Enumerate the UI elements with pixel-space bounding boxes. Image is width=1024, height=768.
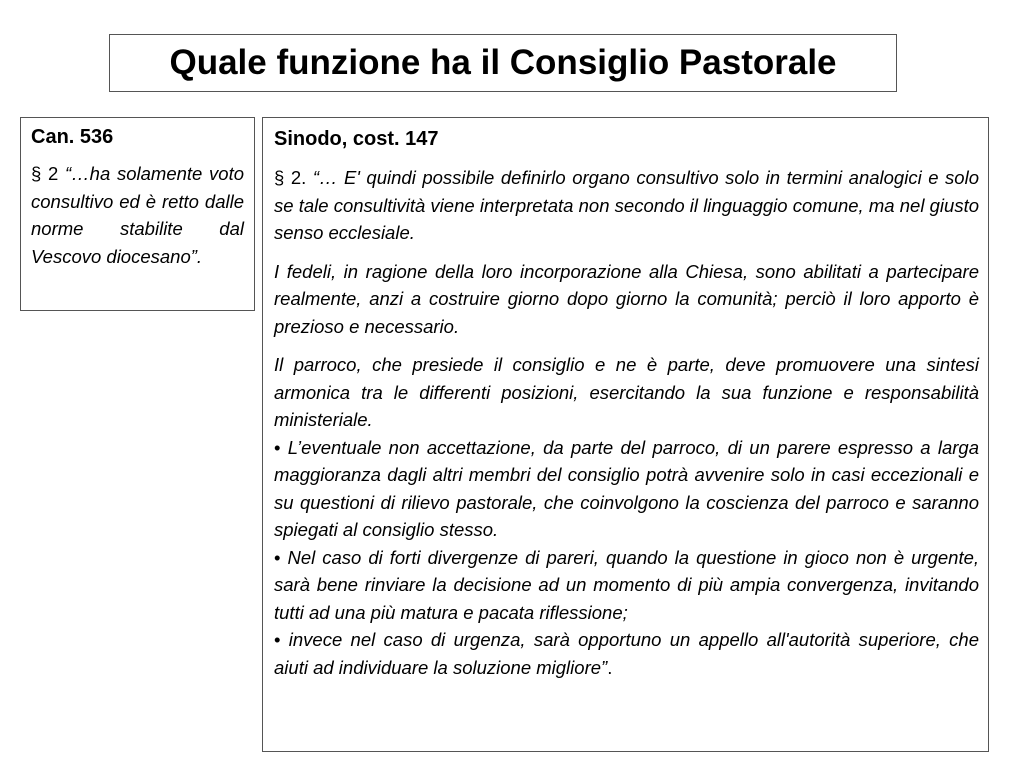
synod-paragraph-3-text: Il parroco, che presiede il consiglio e ne è parte, deve promuovere una sintesi armonica tra le differenti posizioni, esercitando la sua funzione e responsabilità ministeriale. (274, 354, 979, 430)
synod-paragraph-2 (274, 258, 979, 341)
synod-paragraph-2-text: I fedeli, in ragione della loro incorporazione alla Chiesa, sono abilitati a partecipare realmente, anzi a costruire giorno dopo giorno la comunità; perciò il loro apporto è prezioso e necessario. (274, 260, 979, 337)
slide-title: Quale funzione ha il Consiglio Pastorale (109, 34, 897, 92)
canon-heading: Can. 536 (31, 126, 114, 148)
synod-heading: Sinodo, cost. 147 (274, 128, 439, 150)
canon-quote: “…ha solamente voto consultivo ed è retto dalle norme stabilite dal Vescovo diocesano”. (31, 163, 245, 267)
synod-paragraph-1 (274, 164, 979, 247)
synod-paragraph-3 (274, 351, 979, 434)
bullet-item-3-text: invece nel caso di urgenza, sarà opportuno un appello all'autorità superiore, che aiuti ad individuare la soluzione migliore” (274, 629, 979, 678)
bullet-icon: • (274, 436, 281, 458)
synod-paragraph-1-text: “… E' quindi possibile definirlo organo consultivo solo in termini analogici e solo se tale consultività viene interpretata non secondo il linguaggio comune, ma nel giusto senso ecclesiale. (274, 167, 979, 243)
canon-section: § 2 (31, 163, 59, 184)
bullet-item-1 (274, 434, 979, 544)
bullet-item-3 (274, 626, 979, 681)
synod-section: § 2. (274, 167, 307, 188)
bullet-icon: • (274, 629, 281, 650)
bullet-item-2 (274, 544, 979, 627)
bullet-item-1-text: L’eventuale non accettazione, da parte del parroco, di un parere espresso a larga maggioranza dagli altri membri del consiglio potrà avvenire solo in casi eccezionali e su questioni di rilievo pastorale, che coinvolgono la coscienza del parroco e saranno spiegati al consiglio stesso. (274, 436, 979, 540)
canon-text (31, 160, 244, 270)
bullet-item-2-text: Nel caso di forti divergenze di pareri, quando la questione in gioco non è urgente, sarà bene rinviare la decisione ad un momento di più ampia convergenza, invitando tutti ad una più matura e pacata riflessione; (274, 546, 980, 623)
synod-box (262, 117, 989, 752)
bullet-icon: • (274, 546, 281, 568)
canon-box (20, 117, 255, 311)
bullet-item-3-end: . (607, 656, 613, 678)
